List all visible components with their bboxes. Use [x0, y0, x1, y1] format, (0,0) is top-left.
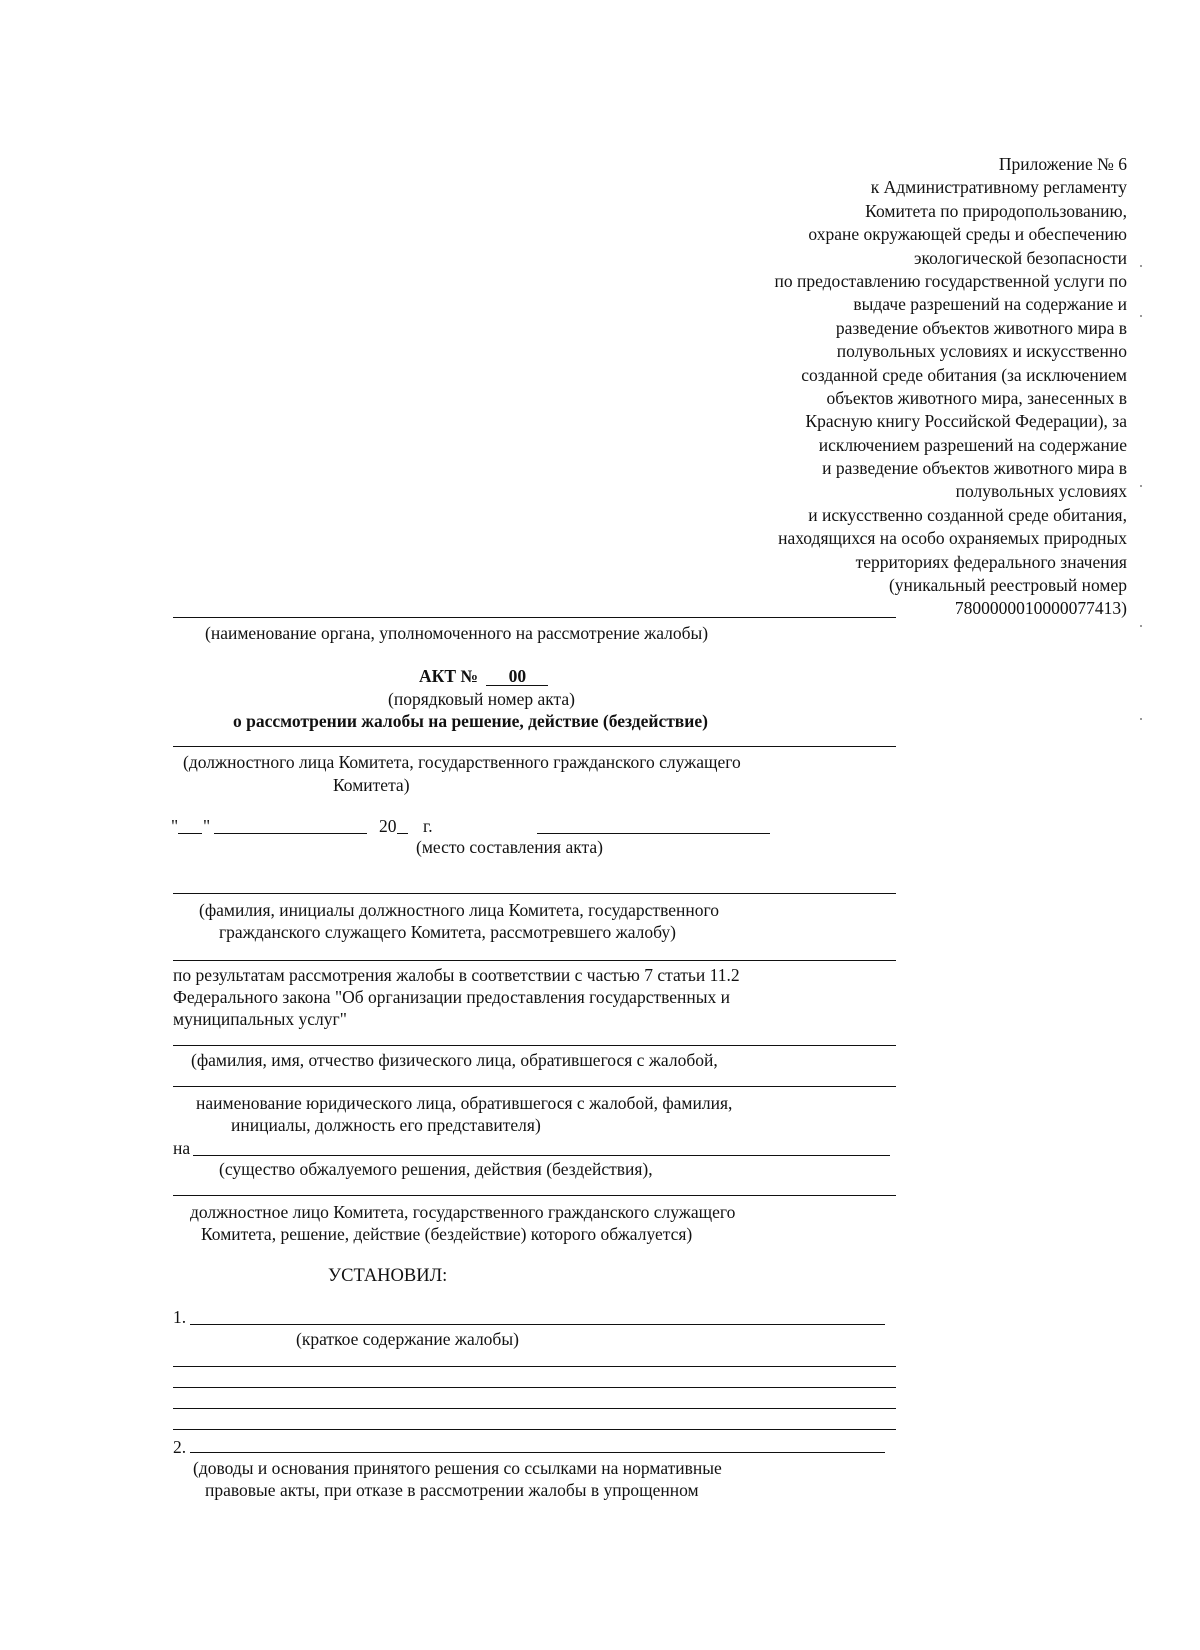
on-label: на — [173, 1138, 191, 1158]
subject-caption-2: должностное лицо Комитета, государственного гражданского служащего — [190, 1202, 736, 1222]
act-number: 00 — [486, 668, 548, 686]
subject-caption-1: (существо обжалуемого решения, действия (бездействия), — [219, 1159, 653, 1179]
official-caption-2: Комитета) — [333, 775, 410, 795]
appendix-line: и разведение объектов животного мира в — [822, 458, 1127, 479]
item1-number: 1. — [173, 1307, 187, 1327]
applicant-line-2 — [173, 1086, 896, 1087]
applicant-caption-3: инициалы, должность его представителя) — [231, 1115, 541, 1135]
organ-line — [173, 617, 896, 618]
item2-caption-1: (доводы и основания принятого решения со ссылками на нормативные — [193, 1458, 722, 1478]
appendix-line: охране окружающей среды и обеспечению — [808, 224, 1127, 245]
subject-caption-3: Комитета, решение, действие (бездействие) которого обжалуется) — [201, 1224, 693, 1244]
item1-extra-line-2 — [173, 1387, 896, 1388]
scan-speck — [1140, 718, 1142, 720]
date-year-line — [397, 833, 408, 834]
date-month-line — [214, 833, 367, 834]
organ-caption: (наименование органа, уполномоченного на рассмотрение жалобы) — [205, 623, 709, 643]
scan-speck — [1140, 265, 1142, 267]
basis-line-1: по результатам рассмотрения жалобы в соответствии с частью 7 статьи 11.2 — [173, 965, 740, 985]
item1-extra-line-4 — [173, 1429, 896, 1430]
item2-caption-2: правовые акты, при отказе в рассмотрении жалобы в упрощенном — [205, 1480, 699, 1500]
official-line — [173, 746, 896, 747]
reviewer-caption-1: (фамилия, инициалы должностного лица Комитета, государственного — [199, 900, 719, 920]
date-day-line — [178, 833, 202, 834]
subject-line-1 — [193, 1155, 890, 1156]
item2-number: 2. — [173, 1437, 187, 1457]
appendix-line: созданной среде обитания (за исключением — [801, 364, 1127, 385]
reviewer-line — [173, 893, 896, 894]
applicant-caption-1: (фамилия, имя, отчество физического лица, обратившегося с жалобой, — [191, 1050, 718, 1070]
appendix-line: Комитета по природопользованию, — [865, 200, 1127, 221]
date-quote-close: " — [203, 816, 211, 836]
appendix-line: 7800000010000077413) — [954, 598, 1127, 619]
appendix-line: находящихся на особо охраняемых природных — [778, 528, 1127, 549]
subject-line-2 — [173, 1195, 896, 1196]
established-heading: УСТАНОВИЛ: — [328, 1266, 448, 1286]
item2-line — [190, 1452, 885, 1453]
appendix-line: выдаче разрешений на содержание и — [853, 294, 1127, 315]
official-caption-1: (должностного лица Комитета, государственного гражданского служащего — [183, 752, 741, 772]
place-caption: (место составления акта) — [416, 837, 603, 857]
appendix-line: (уникальный реестровый номер — [888, 575, 1127, 596]
act-number-caption: (порядковый номер акта) — [388, 689, 576, 709]
appendix-line: территориях федерального значения — [855, 551, 1127, 572]
scan-speck — [1140, 485, 1142, 487]
appendix-line: Приложение № 6 — [998, 154, 1127, 174]
place-line — [537, 833, 770, 834]
item1-extra-line-1 — [173, 1366, 896, 1367]
act-prefix: АКТ № — [419, 666, 478, 686]
reviewer-caption-2: гражданского служащего Комитета, рассмотревшего жалобу) — [219, 922, 676, 942]
date-year-suffix: г. — [423, 816, 433, 836]
appendix-line: и искусственно созданной среде обитания, — [808, 504, 1127, 525]
appendix-header — [775, 153, 1127, 621]
item1-line — [190, 1324, 885, 1325]
applicant-caption-2: наименование юридического лица, обратившегося с жалобой, фамилия, — [196, 1093, 733, 1113]
basis-top-line — [173, 960, 896, 961]
basis-line-3: муниципальных услуг" — [173, 1009, 347, 1029]
appendix-line: экологической безопасности — [914, 247, 1127, 268]
appendix-line: исключением разрешений на содержание — [818, 434, 1127, 455]
act-subject: о рассмотрении жалобы на решение, действие (бездействие) — [233, 711, 708, 731]
appendix-line: к Административному регламенту — [870, 177, 1127, 198]
appendix-line: по предоставлению государственной услуги по — [774, 270, 1127, 291]
applicant-line-1 — [173, 1045, 896, 1046]
appendix-line: объектов животного мира, занесенных в — [826, 387, 1127, 408]
appendix-line: полувольных условиях — [955, 481, 1127, 502]
scan-speck — [1140, 625, 1142, 627]
basis-line-2: Федерального закона "Об организации предоставления государственных и — [173, 987, 731, 1007]
date-quote-open: " — [171, 816, 179, 836]
appendix-line: Красную книгу Российской Федерации), за — [805, 411, 1127, 432]
act-title — [419, 666, 548, 686]
item1-caption: (краткое содержание жалобы) — [296, 1329, 519, 1349]
scan-speck — [1140, 315, 1142, 317]
date-year-prefix: 20 — [379, 816, 397, 836]
appendix-line: разведение объектов животного мира в — [835, 317, 1127, 338]
appendix-line: полувольных условиях и искусственно — [836, 341, 1127, 362]
item1-extra-line-3 — [173, 1408, 896, 1409]
